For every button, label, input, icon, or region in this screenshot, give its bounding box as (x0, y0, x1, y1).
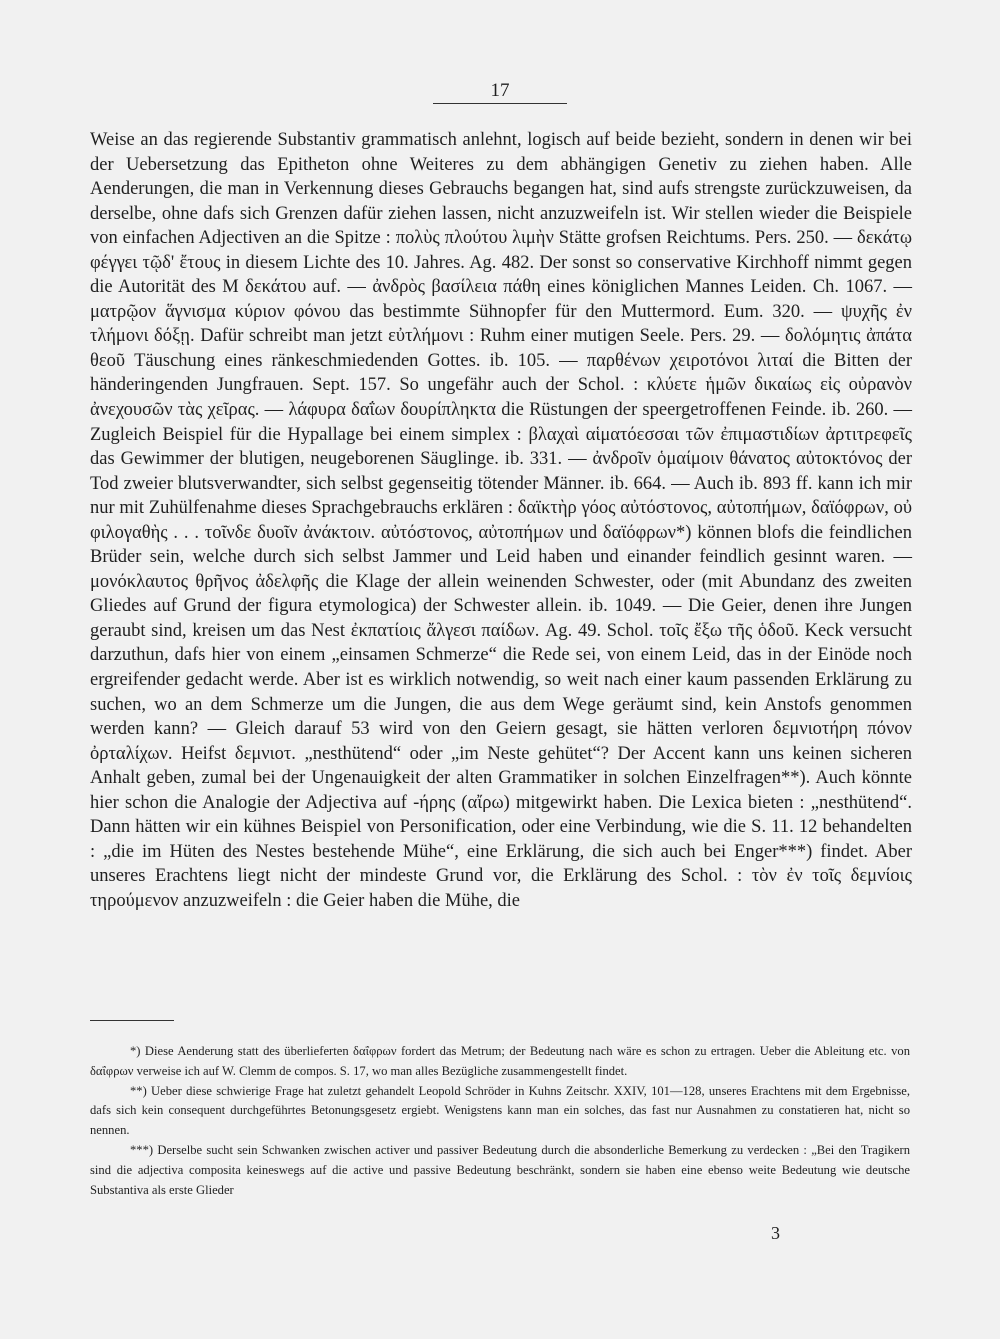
header-rule (433, 103, 567, 104)
footnote-3: ***) Derselbe sucht sein Schwanken zwischen activer und passiver Bedeutung durch die absonderliche Bemerkung zu verdecken : „Bei den Tragikern sind die adjectiva composita keineswegs auf die active und passive Bedeutung beschränkt, sondern sie haben eine ebenso weite Bedeutung wie deutsche Substantiva als erste Glieder (90, 1142, 910, 1197)
body-paragraph: Weise an das regierende Substantiv grammatisch anlehnt, logisch auf beide bezieht, sondern in denen wir bei der Uebersetzung das Epitheton ohne Weiteres zu dem abhängigen Genetiv zu ziehen haben. Alle Aenderungen, die man in Verkennung dieses Gebrauchs begangen hat, sind aufs strengste zurückzuweisen, da derselbe, ohne dafs sich Grenzen dafür ziehen lassen, nicht anzuzweifeln ist. Wir stellen wieder die Beispiele von einfachen Adjectiven an die Spitze : πολὺς πλούτου λιμὴν Stätte grofsen Reichtums. Pers. 250. — δεκάτῳ φέγγει τῷδ' ἔτους in diesem Lichte des 10. Jahres. Ag. 482. Der sonst so conservative Kirchhoff nimmt gegen die Autorität des M δεκάτου auf. — ἀνδρὸς βασίλεια πάθη eines königlichen Mannes Leiden. Ch. 1067. — ματρῷον ἅγνισμα κύριον φόνου das bestimmte Sühnopfer für den Muttermord. Eum. 320. — ψυχῆς ἐν τλήμονι δόξῃ. Dafür schreibt man jetzt εὐτλήμονι : Ruhm einer mutigen Seele. Pers. 29. — δολόμητις ἀπάτα θεοῦ Täuschung eines ränkeschmiedenden Gottes. ib. 105. — παρθένων χειροτόνοι λιταί die Bitten der händeringenden Jungfrauen. Sept. 157. So ungefähr auch der Schol. : κλύετε ἡμῶν δικαίως εἰς οὐρανὸν ἀνεχουσῶν τὰς χεῖρας. — λάφυρα δαΐων δουρίπληκτα die Rüstungen der speergetroffenen Feinde. ib. 260. — Zugleich Beispiel für die Hypallage bei einem simplex : βλαχαὶ αἱματόεσσαι τῶν ἐπιμαστιδίων ἀρτιτρεφεῖς das Gewimmer der blutigen, neugeborenen Säuglinge. ib. 331. — ἀνδροῖν ὁμαίμοιν θάνατος αὐτοκτόνος der Tod zweier blutsverwandter, sich selbst gegenseitig tötender Männer. ib. 664. — Auch ib. 893 ff. kann ich mir nur mit Zuhülfenahme dieses Sprachgebrauchs erklären : δαϊκτὴρ γόος αὐτόστονος, αὐτοπήμων, δαϊόφρων, οὐ φιλογαθὴς . . . τοῖνδε δυοῖν ἀνάκτοιν. αὐτόστονος, αὐτοπήμων und δαϊόφρων*) können blofs die feindlichen Brüder sein, welche durch sich selbst Jammer und Leid haben und einander feindlich gesinnt waren. — μονόκλαυτος θρῆνος ἀδελφῆς die Klage der allein weinenden Schwester, oder (mit Abundanz des zweiten Gliedes auf Grund der figura etymologica) der Schwester allein. ib. 1049. — Die Geier, denen ihre Jungen geraubt sind, kreisen um das Nest ἐκπατίοις ἄλγεσι παίδων. Ag. 49. Schol. τοῖς ἔξω τῆς ὁδοῦ. Keck versucht darzuthun, dafs hier von einem „einsamen Schmerze“ die Rede sei, von einem Leid, das in der Einöde noch ergreifender gedacht werde. Aber ist es wirklich notwendig, so weit nach einer kaum passenden Erklärung zu suchen, wo an dem Schmerze um die Jungen, die aus dem Wege geräumt sind, kein Anstofs genommen werden kann? — Gleich darauf 53 wird von den Geiern gesagt, sie hätten verloren δεμνιοτήρη πόνον ὀρταλίχων. Heifst δεμνιοτ. „nesthütend“ oder „im Neste gehütet“? Der Accent kann uns keinen sicheren Anhalt geben, zumal bei der Ungenauigkeit der alten Grammatiker in solchen Einzelfragen**). Auch könnte hier schon die Analogie der Adjectiva auf -ήρης (αἴρω) mitgewirkt haben. Die Lexica bieten : „nesthütend“. Dann hätten wir ein kühnes Beispiel von Personification, oder eine Verbindung, wie die S. 11. 12 behandelten : „die im Hüten des Nestes bestehende Mühe“, eine Erklärung, die sich auch bei Enger***) findet. Aber unseres Erachtens liegt nicht der mindeste Grund vor, die Erklärung des Schol. : τὸν ἐν τοῖς δεμνίοις τηρούμενον anzuzweifeln : die Geier haben die Mühe, die (90, 130, 912, 911)
page-number: 17 (490, 80, 510, 101)
footnote-1: *) Diese Aenderung statt des überlieferten δαΐφρων fordert das Metrum; der Bedeutung nach wäre es schon zu ertragen. Ueber die Ableitung etc. von δαΐφρων verweise ich auf W. Clemm de compos. S. 17, wo man alles Bezügliche zusammengestellt findet. (90, 1044, 910, 1078)
signature-mark: 3 (771, 1223, 780, 1243)
main-text-block (90, 128, 912, 914)
footnotes (90, 1042, 910, 1200)
footnote-2: **) Ueber diese schwierige Frage hat zuletzt gehandelt Leopold Schröder in Kuhns Zeitschr. XXIV, 101—128, unseres Erachtens mit dem Ergebnisse, dafs sich kein consequent durchgeführtes Betonungsgesetz ergiebt. Wenigstens kann man ein solches, das fast nur Ausnahmen zu constatieren hat, nicht so nennen. (90, 1083, 910, 1138)
footnote-rule (90, 1020, 174, 1021)
